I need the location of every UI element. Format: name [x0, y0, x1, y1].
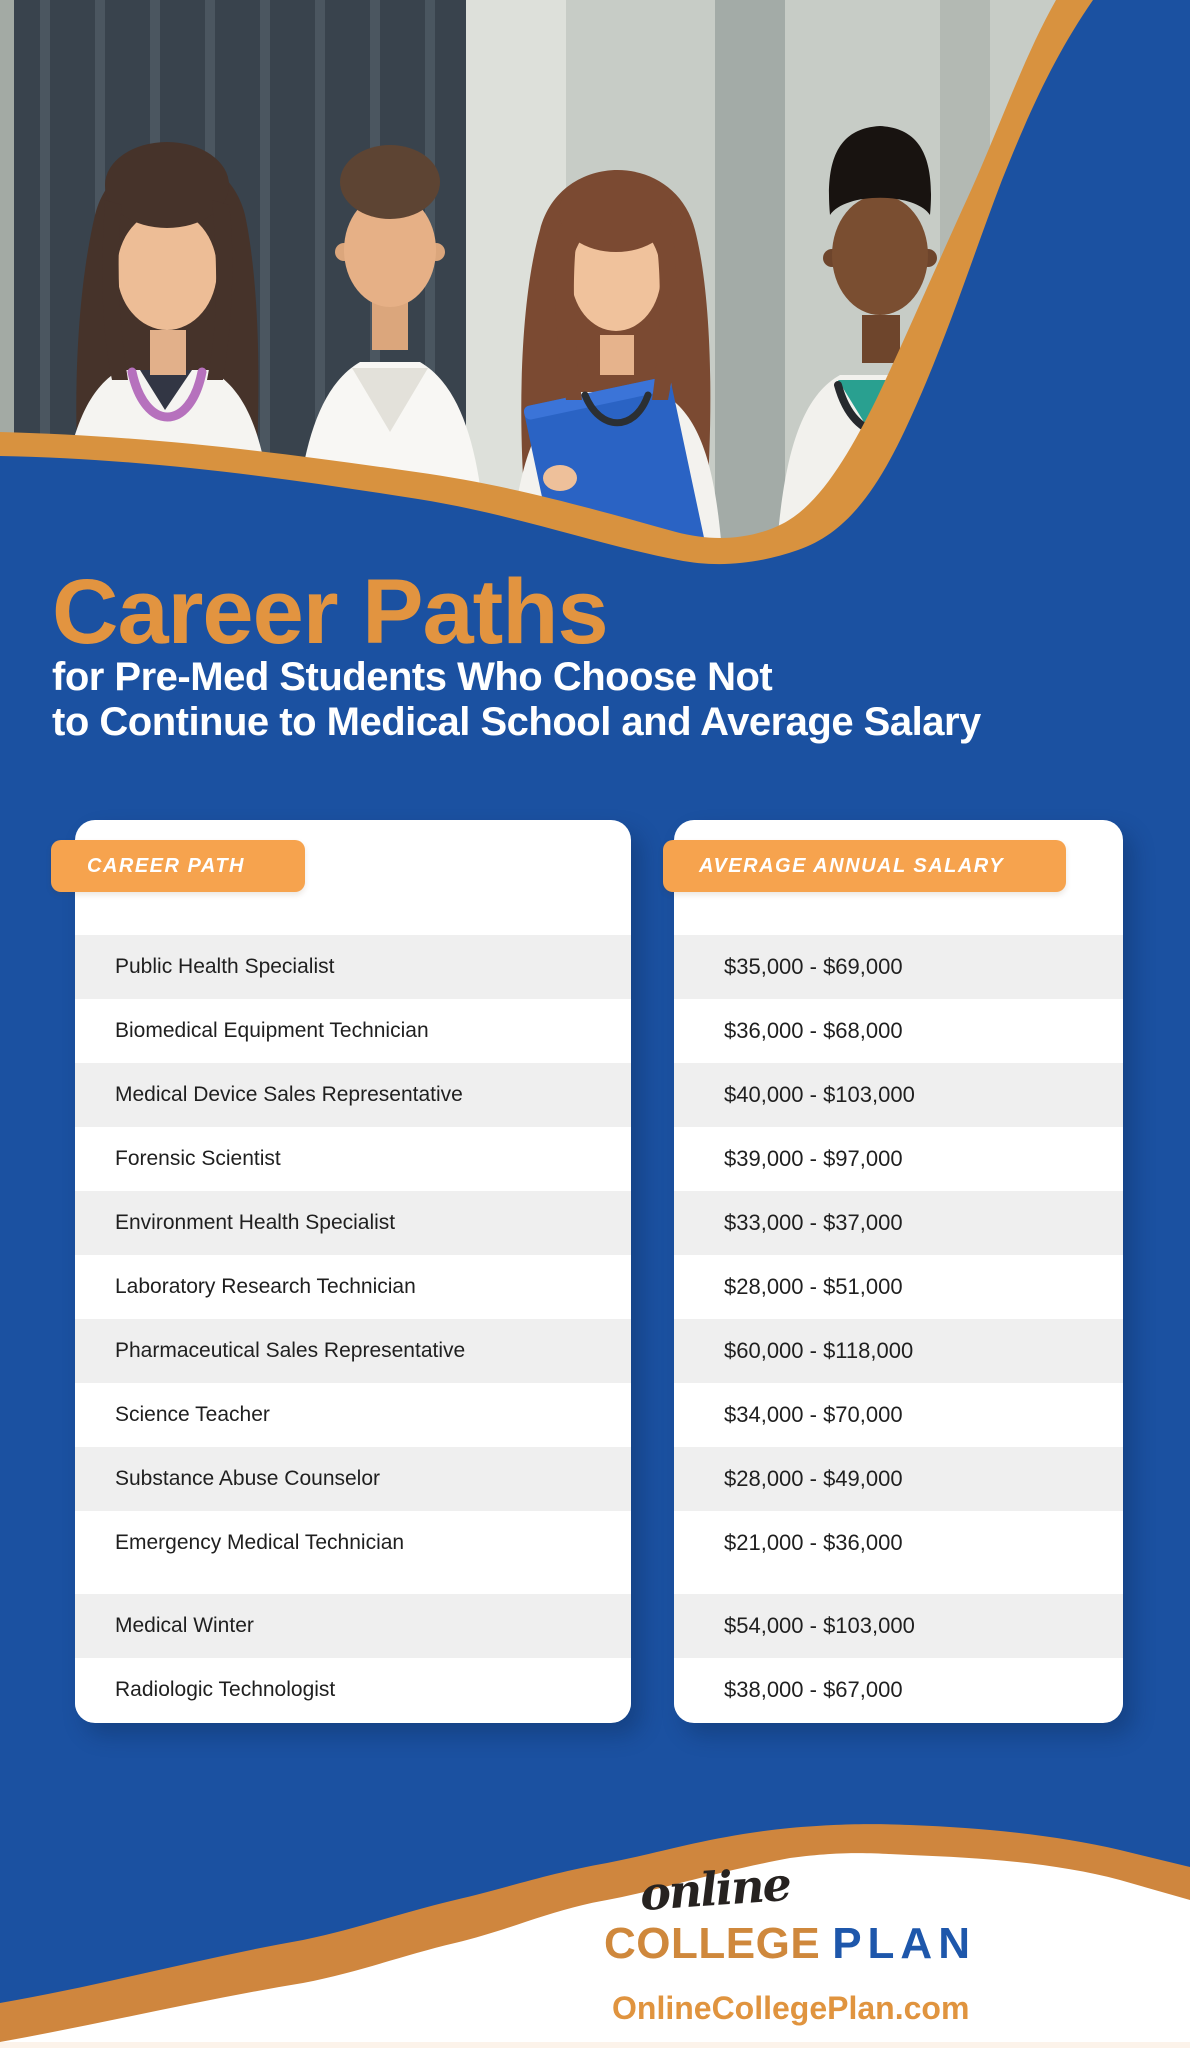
bottom-strip	[0, 2042, 1190, 2048]
logo-online-script: online	[638, 1856, 792, 1922]
career-path-header: CAREER PATH	[51, 840, 305, 892]
hero-photo	[0, 0, 1190, 580]
salary-cell: $36,000 - $68,000	[674, 999, 1123, 1063]
salary-cell: $28,000 - $51,000	[674, 1255, 1123, 1319]
salary-cell: $60,000 - $118,000	[674, 1319, 1123, 1383]
career-cell: Forensic Scientist	[75, 1127, 631, 1191]
salary-cell: $54,000 - $103,000	[674, 1594, 1123, 1658]
subtitle-line-1: for Pre-Med Students Who Choose Not	[52, 655, 773, 699]
footer-wave	[0, 1788, 1190, 2048]
career-rows	[75, 935, 631, 1722]
career-cell: Science Teacher	[75, 1383, 631, 1447]
career-cell: Radiologic Technologist	[75, 1658, 631, 1722]
career-cell: Pharmaceutical Sales Representative	[75, 1319, 631, 1383]
logo-collegeplan	[604, 1919, 976, 1968]
subtitle-line-2: to Continue to Medical School and Average Salary	[52, 700, 981, 744]
salary-cell: $33,000 - $37,000	[674, 1191, 1123, 1255]
career-cell: Public Health Specialist	[75, 935, 631, 999]
salary-cell: $40,000 - $103,000	[674, 1063, 1123, 1127]
career-cell: Medical Winter	[75, 1594, 631, 1658]
salary-cell: $39,000 - $97,000	[674, 1127, 1123, 1191]
salary-cell: $28,000 - $49,000	[674, 1447, 1123, 1511]
salary-cell: $38,000 - $67,000	[674, 1658, 1123, 1722]
career-cell: Laboratory Research Technician	[75, 1255, 631, 1319]
page-subtitle	[52, 655, 981, 745]
career-cell: Substance Abuse Counselor	[75, 1447, 631, 1511]
career-cell: Emergency Medical Technician	[75, 1511, 631, 1575]
career-cell: Environment Health Specialist	[75, 1191, 631, 1255]
salary-cell: $35,000 - $69,000	[674, 935, 1123, 999]
salary-rows	[674, 935, 1123, 1722]
career-cell: Medical Device Sales Representative	[75, 1063, 631, 1127]
logo-plan: PLAN	[832, 1919, 976, 1968]
website-url: OnlineCollegePlan.com	[612, 1990, 970, 2026]
page-title: Career Paths	[52, 561, 608, 663]
salary-cell: $34,000 - $70,000	[674, 1383, 1123, 1447]
salary-cell: $21,000 - $36,000	[674, 1511, 1123, 1575]
salary-header: AVERAGE ANNUAL SALARY	[663, 840, 1066, 892]
career-card	[75, 820, 631, 1723]
salary-card	[674, 820, 1123, 1723]
logo-college: COLLEGE	[604, 1919, 821, 1968]
career-cell: Biomedical Equipment Technician	[75, 999, 631, 1063]
hand	[543, 465, 577, 491]
corridor-column	[715, 0, 785, 580]
